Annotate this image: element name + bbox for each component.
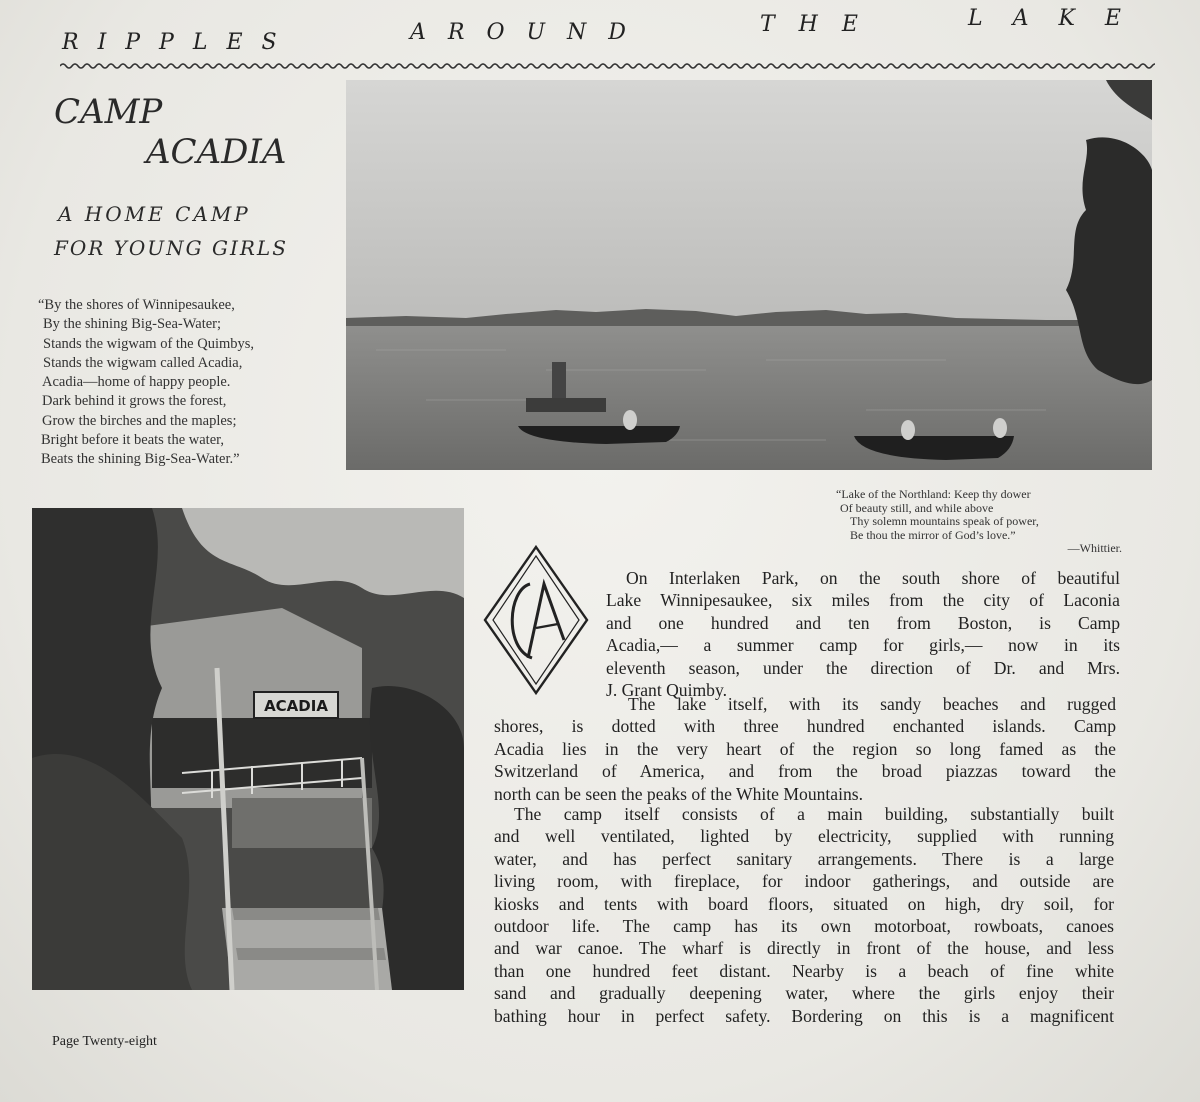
poem-line: Dark behind it grows the forest, <box>42 393 227 410</box>
body-line: bathing hour in perfect safety. Bordering on this is a magnificent <box>494 1005 1114 1026</box>
body-line: and well ventilated, lighted by electricity, supplied with running <box>494 826 1114 847</box>
body-line: Lake Winnipesaukee, six miles from the city of Laconia <box>606 590 1120 611</box>
header-wavy-rule <box>60 62 1155 70</box>
body-line: and one hundred and ten from Boston, is Camp <box>606 612 1120 633</box>
quote-line: Of beauty still, and while above <box>840 500 994 515</box>
body-line: kiosks and tents with board floors, situated on high, dry soil, for <box>494 893 1114 914</box>
body-line: The camp itself consists of a main building, substantially built <box>514 804 1114 824</box>
poem-line: By the shining Big-Sea-Water; <box>43 316 222 333</box>
header-word-lake: LAKE <box>968 6 1151 31</box>
header-word-ripples: RIPPLES <box>62 30 296 55</box>
quote-line: Be thou the mirror of God’s love.” <box>850 527 1016 542</box>
house-photo <box>32 508 464 990</box>
body-line: eleventh season, under the direction of Dr. and Mrs. <box>606 657 1120 678</box>
house-sign-text: ACADIA <box>264 697 328 715</box>
poem <box>38 296 338 470</box>
body-line: sand and gradually deepening water, where the girls enjoy their <box>494 983 1114 1004</box>
whittier-quote <box>836 488 1128 556</box>
lake-photo <box>346 80 1152 470</box>
page-number: Page Twenty-eight <box>52 1034 157 1049</box>
header-word-around: AROUND <box>410 20 648 45</box>
poem-line: Acadia—home of happy people. <box>42 374 231 391</box>
quote-line: “Lake of the Northland: Keep thy dower <box>836 487 1031 501</box>
body-paragraph-3 <box>494 803 1114 1027</box>
poem-line: “By the shores of Winnipesaukee, <box>38 297 235 313</box>
quote-attribution: —Whittier. <box>1067 541 1122 555</box>
body-line: outdoor life. The camp has its own motorboat, rowboats, canoes <box>494 916 1114 937</box>
body-line: Acadia,— a summer camp for girls,— now in its <box>606 635 1120 656</box>
page-title-line1: CAMP <box>54 92 163 132</box>
poem-line: Bright before it beats the water, <box>41 432 225 449</box>
body-line: living room, with fireplace, for indoor gatherings, and outside are <box>494 871 1114 892</box>
body-paragraph-2 <box>494 693 1116 805</box>
body-line: north can be seen the peaks of the White Mountains. <box>494 783 864 804</box>
body-line: The lake itself, with its sandy beaches and rugged <box>628 694 1116 714</box>
body-line: Switzerland of America, and from the broad piazzas toward the <box>494 761 1116 782</box>
poem-line: Beats the shining Big-Sea-Water.” <box>41 451 240 468</box>
poem-line: Stands the wigwam of the Quimbys, <box>43 335 255 352</box>
poem-line: Grow the birches and the maples; <box>42 412 237 429</box>
body-line: than one hundred feet distant. Nearby is a beach of fine white <box>494 960 1114 981</box>
poem-line: Stands the wigwam called Acadia, <box>43 354 243 371</box>
body-line: On Interlaken Park, on the south shore of beautiful <box>626 568 1120 588</box>
body-line: J. Grant Quimby. <box>606 680 728 701</box>
header-word-the: THE <box>760 12 882 37</box>
camp-acadia-monogram <box>482 544 590 696</box>
body-line: Acadia lies in the very heart of the region so long famed as the <box>494 738 1116 759</box>
body-line: and war canoe. The wharf is directly in front of the house, and less <box>494 938 1114 959</box>
body-paragraph-1 <box>606 567 1120 701</box>
subtitle-line1: A HOME CAMP <box>58 202 251 226</box>
body-line: shores, is dotted with three hundred enchanted islands. Camp <box>494 716 1116 737</box>
body-line: water, and has perfect sanitary arrangements. There is a large <box>494 848 1114 869</box>
monogram-text: CA <box>536 544 538 545</box>
subtitle-line2: FOR YOUNG GIRLS <box>54 236 288 260</box>
quote-line: Thy solemn mountains speak of power, <box>850 514 1039 528</box>
page-title-line2: ACADIA <box>146 132 287 172</box>
